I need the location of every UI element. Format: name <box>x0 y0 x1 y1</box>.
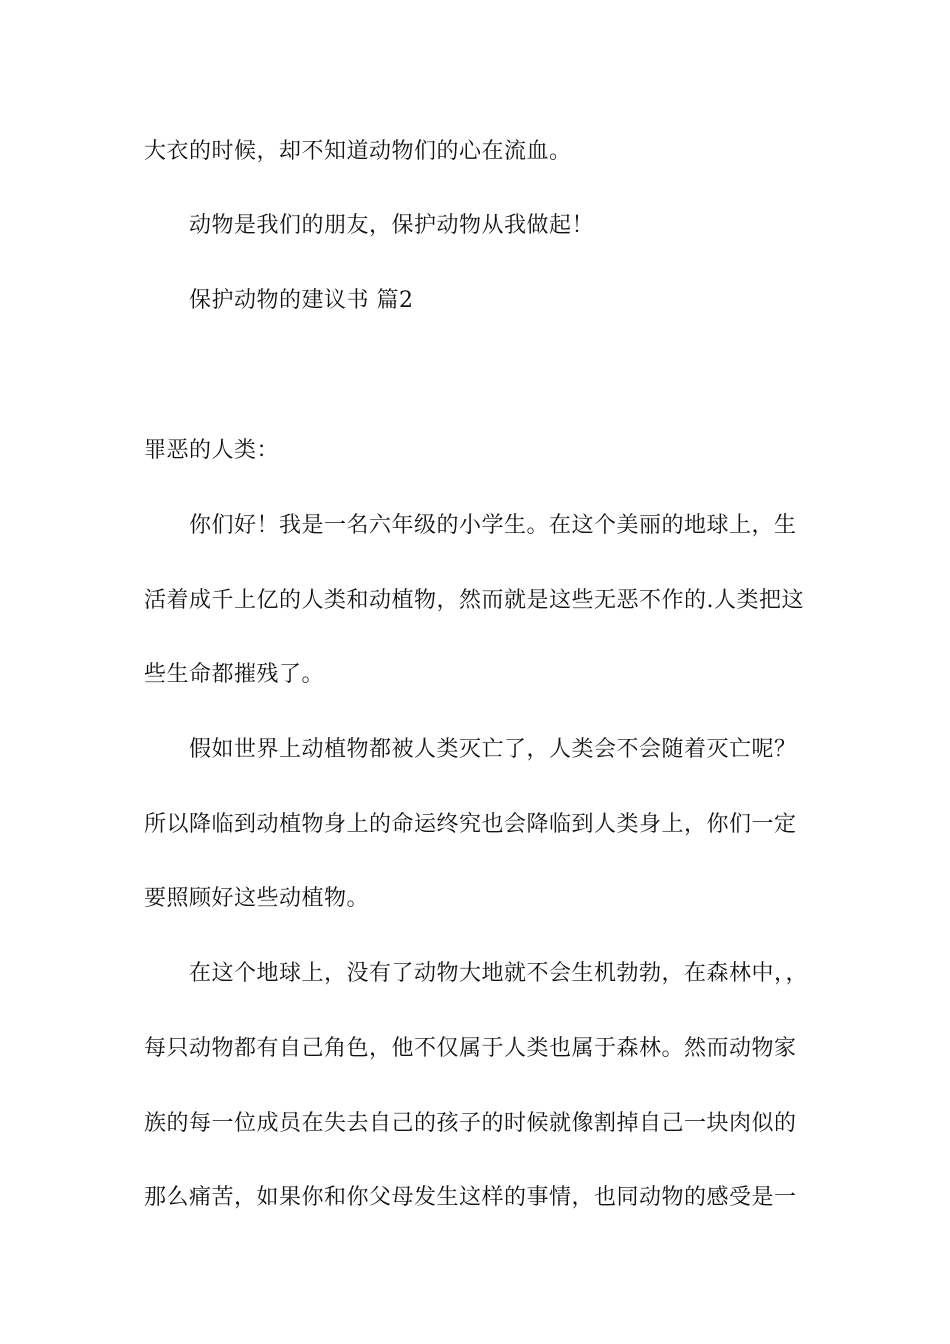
text-line: 要照顾好这些动植物。 <box>144 886 370 911</box>
text-line: 些生命都摧残了。 <box>144 662 325 687</box>
text-line: 大衣的时候，却不知道动物们的心在流血。 <box>144 139 572 164</box>
text-line: 活着成千上亿的人类和动植物，然而就是这些无恶不作的.人类把这 <box>144 588 804 613</box>
text-line: 假如世界上动植物都被人类灭亡了，人类会不会随着灭亡呢？ <box>189 737 797 762</box>
text-line: 族的每一位成员在失去自己的孩子的时候就像割掉自己一块肉似的 <box>144 1111 797 1136</box>
letter-salutation: 罪恶的人类： <box>144 438 280 463</box>
text-line: 你们好！我是一名六年级的小学生。在这个美丽的地球上，生 <box>189 513 797 538</box>
closing-slogan: 动物是我们的朋友，保护动物从我做起！ <box>189 213 595 238</box>
text-line: 每只动物都有自己角色，他不仅属于人类也属于森林。然而动物家 <box>144 1036 797 1061</box>
text-line: 在这个地球上，没有了动物大地就不会生机勃勃，在森林中，， <box>189 961 809 986</box>
text-line: 所以降临到动植物身上的命运终究也会降临到人类身上，你们一定 <box>144 812 797 837</box>
text-line: 那么痛苦，如果你和你父母发生这样的事情，也同动物的感受是一 <box>144 1185 797 1210</box>
section-heading: 保护动物的建议书 篇2 <box>189 288 414 313</box>
